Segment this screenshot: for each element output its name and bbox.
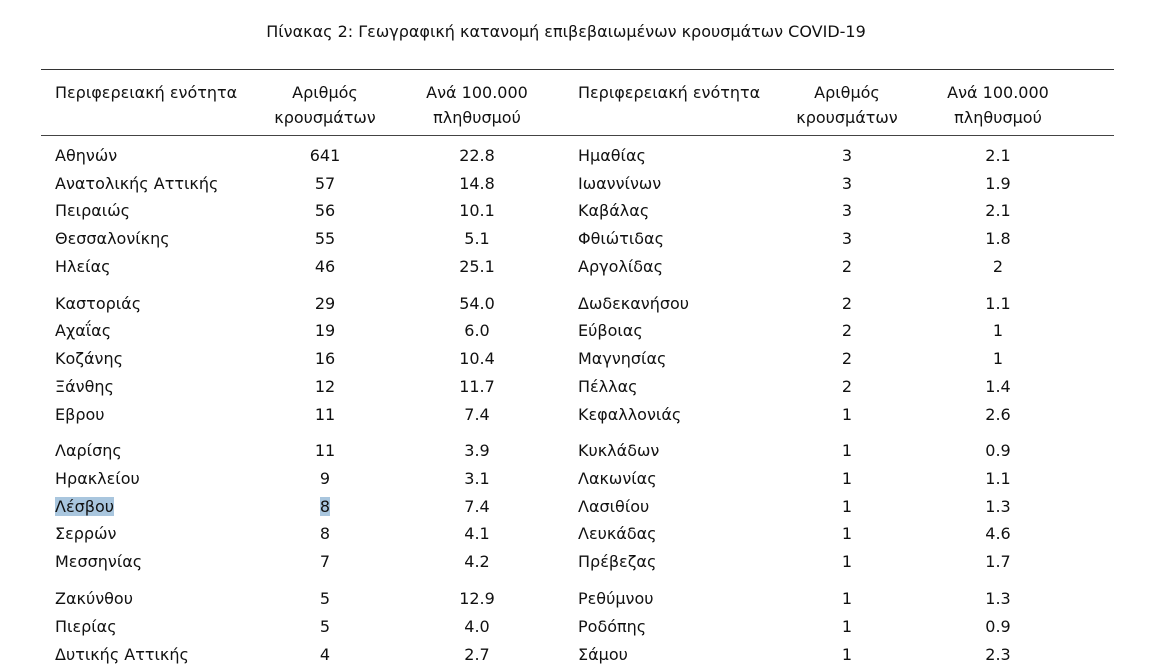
cases-cell: 2: [841, 321, 853, 340]
cases-cell: 2: [841, 294, 853, 313]
region-cell: Λευκάδας: [578, 524, 657, 543]
header-cases-line2: κρουσμάτων: [796, 108, 898, 127]
per100k-cell: 54.0: [459, 294, 495, 313]
per100k-cell: 2.7: [464, 645, 490, 664]
region-cell: Αθηνών: [55, 146, 118, 165]
cases-cell: 56: [314, 201, 336, 220]
per100k-cell: 1.4: [985, 377, 1011, 396]
per100k-cell: 10.1: [459, 201, 495, 220]
cases-cell: 5: [319, 617, 331, 636]
region-cell: Σερρών: [55, 524, 117, 543]
cases-cell: 12: [314, 377, 336, 396]
cases-cell: 7: [319, 552, 331, 571]
header-cases-line1: Αριθμός: [814, 83, 880, 102]
table-row: [0, 142, 1160, 170]
per100k-cell: 4.1: [464, 524, 490, 543]
table-row: [0, 613, 1160, 641]
region-cell: Εύβοιας: [578, 321, 643, 340]
cases-cell: 4: [319, 645, 331, 664]
per100k-cell: 1.3: [985, 497, 1011, 516]
table-row: [0, 401, 1160, 429]
region-cell: Πειραιώς: [55, 201, 130, 220]
region-cell: Εβρου: [55, 405, 105, 424]
table-row: [0, 465, 1160, 493]
per100k-cell: 14.8: [459, 174, 495, 193]
per100k-cell: 2: [992, 257, 1004, 276]
region-cell: Λακωνίας: [578, 469, 657, 488]
region-cell: Πιερίας: [55, 617, 117, 636]
table-top-rule: [41, 69, 1114, 70]
per100k-cell: 2.6: [985, 405, 1011, 424]
region-cell: Μαγνησίας: [578, 349, 667, 368]
per100k-cell: 4.6: [985, 524, 1011, 543]
region-cell: Αργολίδας: [578, 257, 663, 276]
per100k-cell: 1.8: [985, 229, 1011, 248]
region-cell: Ιωαννίνων: [578, 174, 662, 193]
cases-cell: 8: [319, 524, 331, 543]
cases-cell: 3: [841, 201, 853, 220]
per100k-cell: 3.1: [464, 469, 490, 488]
cases-cell: [270, 493, 380, 521]
per100k-cell: 7.4: [464, 497, 490, 516]
region-cell: Ξάνθης: [55, 377, 114, 396]
cases-cell: 1: [841, 405, 853, 424]
cases-cell: 11: [314, 405, 336, 424]
table-header-rule: [41, 135, 1114, 136]
region-cell: Ηρακλείου: [55, 469, 140, 488]
region-cell: [55, 493, 114, 521]
cases-cell: 2: [841, 349, 853, 368]
table-row: [0, 493, 1160, 521]
region-cell: Σάμου: [578, 645, 628, 664]
cases-cell: 55: [314, 229, 336, 248]
region-cell: Ρεθύμνου: [578, 589, 654, 608]
table-row: [0, 437, 1160, 465]
per100k-cell: 0.9: [985, 441, 1011, 460]
cases-cell: 9: [319, 469, 331, 488]
per100k-cell: 2.3: [985, 645, 1011, 664]
table-row: [0, 345, 1160, 373]
header-per100k-line1: Ανά 100.000: [426, 83, 528, 102]
per100k-cell: 6.0: [464, 321, 490, 340]
header-per100k-line1: Ανά 100.000: [947, 83, 1049, 102]
per100k-cell: 1.1: [985, 294, 1011, 313]
per100k-cell: 1.3: [985, 589, 1011, 608]
cases-cell: 46: [314, 257, 336, 276]
table-row: [0, 585, 1160, 613]
header-cases-line1: Αριθμός: [292, 83, 358, 102]
cases-cell: 19: [314, 321, 336, 340]
per100k-cell: 2.1: [985, 146, 1011, 165]
per100k-cell: 7.4: [464, 405, 490, 424]
cases-cell: 5: [319, 589, 331, 608]
region-cell: Λασιθίου: [578, 497, 650, 516]
cases-cell: 3: [841, 146, 853, 165]
per100k-cell: 1: [992, 349, 1004, 368]
table-caption: Πίνακας 2: Γεωγραφική κατανομή επιβεβαιωμένων κρουσμάτων COVID-19: [266, 22, 866, 41]
per100k-cell: 3.9: [464, 441, 490, 460]
cases-cell: 16: [314, 349, 336, 368]
region-cell: Δωδεκανήσου: [578, 294, 690, 313]
cases-cell: 57: [314, 174, 336, 193]
table-row: [0, 373, 1160, 401]
region-cell: Ζακύνθου: [55, 589, 133, 608]
header-per100k-right: [943, 80, 1053, 130]
region-cell: Θεσσαλονίκης: [55, 229, 170, 248]
table-row: [0, 317, 1160, 345]
table-row: [0, 170, 1160, 198]
region-cell: Ανατολικής Αττικής: [55, 174, 219, 193]
selected-text[interactable]: 8: [319, 497, 331, 516]
table-row: [0, 641, 1160, 669]
region-cell: Κοζάνης: [55, 349, 123, 368]
table-row: [0, 225, 1160, 253]
header-per100k-line2: πληθυσμού: [954, 108, 1042, 127]
region-cell: Φθιώτιδας: [578, 229, 664, 248]
region-cell: Πέλλας: [578, 377, 638, 396]
region-cell: Δυτικής Αττικής: [55, 645, 189, 664]
cases-cell: 1: [841, 497, 853, 516]
region-cell: Πρέβεζας: [578, 552, 657, 571]
region-cell: Λαρίσης: [55, 441, 122, 460]
per100k-cell: 11.7: [459, 377, 495, 396]
per100k-cell: 22.8: [459, 146, 495, 165]
region-cell: Ημαθίας: [578, 146, 646, 165]
cases-cell: 2: [841, 257, 853, 276]
cases-cell: 2: [841, 377, 853, 396]
per100k-cell: 25.1: [459, 257, 495, 276]
per100k-cell: 2.1: [985, 201, 1011, 220]
header-region-left: Περιφερειακή ενότητα: [55, 83, 238, 102]
cases-cell: 1: [841, 524, 853, 543]
cases-cell: 641: [309, 146, 341, 165]
per100k-cell: 1.9: [985, 174, 1011, 193]
header-region-right: Περιφερειακή ενότητα: [578, 83, 761, 102]
cases-cell: 3: [841, 174, 853, 193]
region-cell: Ροδόπης: [578, 617, 647, 636]
table-row: [0, 548, 1160, 576]
header-cases-line2: κρουσμάτων: [274, 108, 376, 127]
cases-cell: 11: [314, 441, 336, 460]
selected-text[interactable]: Λέσβου: [55, 497, 114, 516]
cases-cell: 1: [841, 617, 853, 636]
region-cell: Κυκλάδων: [578, 441, 660, 460]
per100k-cell: 5.1: [464, 229, 490, 248]
per100k-cell: 1.7: [985, 552, 1011, 571]
table-row: [0, 290, 1160, 318]
region-cell: Καστοριάς: [55, 294, 142, 313]
cases-cell: 1: [841, 469, 853, 488]
table-row: [0, 520, 1160, 548]
per100k-cell: 1.1: [985, 469, 1011, 488]
region-cell: Καβάλας: [578, 201, 650, 220]
header-cases-left: [270, 80, 380, 130]
per100k-cell: 10.4: [459, 349, 495, 368]
table-row: [0, 197, 1160, 225]
cases-cell: 1: [841, 589, 853, 608]
per100k-cell: 0.9: [985, 617, 1011, 636]
cases-cell: 3: [841, 229, 853, 248]
per100k-cell: 4.0: [464, 617, 490, 636]
region-cell: Μεσσηνίας: [55, 552, 143, 571]
table-row: [0, 253, 1160, 281]
header-cases-right: [792, 80, 902, 130]
cases-cell: 1: [841, 441, 853, 460]
cases-cell: 1: [841, 552, 853, 571]
region-cell: Κεφαλλονιάς: [578, 405, 682, 424]
per100k-cell: 12.9: [459, 589, 495, 608]
per100k-cell: 1: [992, 321, 1004, 340]
per100k-cell: 4.2: [464, 552, 490, 571]
cases-cell: 1: [841, 645, 853, 664]
region-cell: Ηλείας: [55, 257, 111, 276]
region-cell: Αχαΐας: [55, 321, 112, 340]
header-per100k-line2: πληθυσμού: [433, 108, 521, 127]
cases-cell: 29: [314, 294, 336, 313]
header-per100k-left: [422, 80, 532, 130]
